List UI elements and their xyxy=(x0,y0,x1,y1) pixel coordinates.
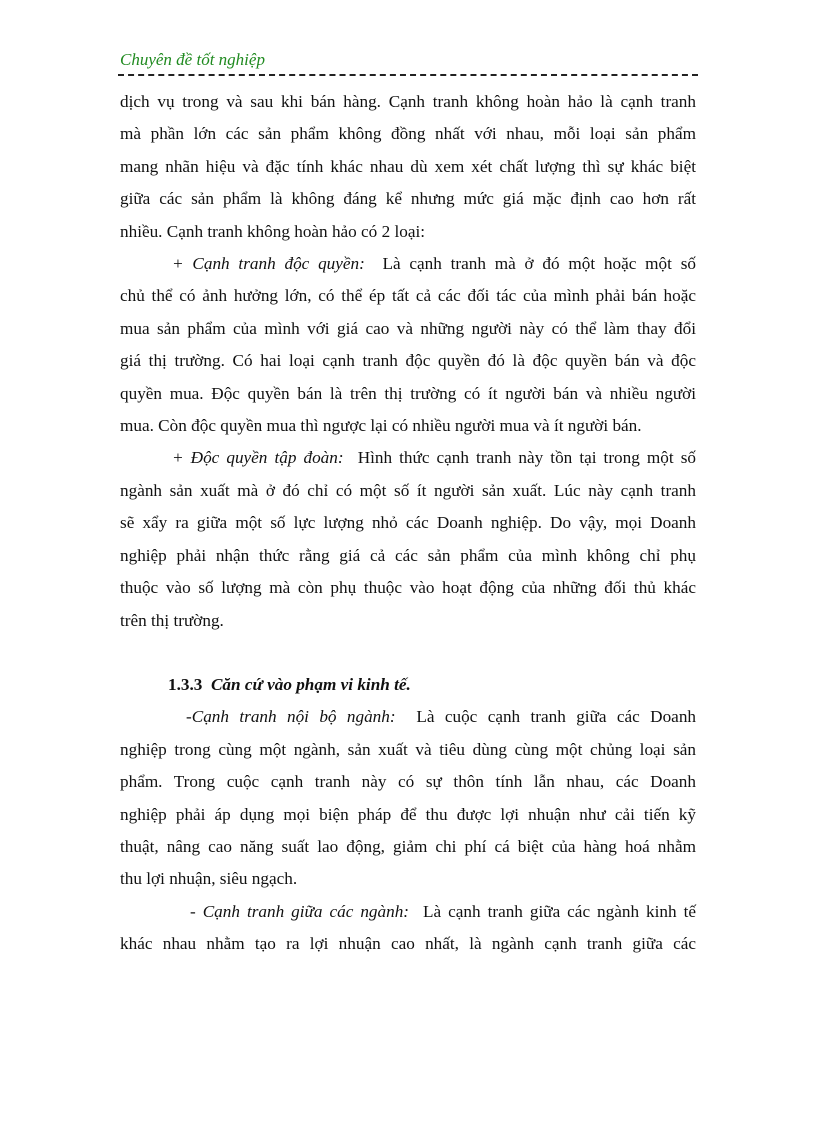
text-line-lead xyxy=(120,701,696,733)
text-line: giữa các sản phẩm là không đáng kể nhưng mức giá mặc định cao hơn rất xyxy=(120,189,696,209)
text-line: thu lợi nhuận, siêu ngạch. xyxy=(120,869,298,889)
text-line: nghiệp phải nhận thức rằng giá cả các sản phẩm của mình không chỉ phụ xyxy=(120,545,696,565)
term-definition: Là cuộc cạnh tranh giữa các Doanh xyxy=(416,707,697,727)
text-line: mà phần lớn các sản phẩm không đồng nhất với nhau, mỗi loại sản phẩm xyxy=(120,124,696,144)
paragraph-continuation xyxy=(120,86,696,248)
text-line: giá thị trường. Có hai loại cạnh tranh độc quyền đó là độc quyền bán và độc xyxy=(120,351,696,371)
text-line: mua sản phẩm của mình với giá cao và những người này có thể làm thay đổi xyxy=(120,318,696,338)
paragraph-giua-cac-nganh xyxy=(120,896,696,961)
paragraph-doc-quyen xyxy=(120,248,696,442)
text-line: sẽ xẩy ra giữa một số lực lượng nhỏ các Doanh nghiệp. Do vậy, mọi Doanh xyxy=(120,513,696,533)
text-line: thuộc vào số lượng mà còn phụ thuộc vào hoạt động của những đối thủ khác xyxy=(120,578,696,598)
running-header: Chuyên đề tốt nghiệp xyxy=(120,50,265,69)
document-body xyxy=(120,86,696,961)
text-line: quyền mua. Độc quyền bán là trên thị trường có ít người bán và nhiều người xyxy=(120,383,696,403)
term-label: - Cạnh tranh giữa các ngành: xyxy=(190,901,410,921)
section-number: 1.3.3 xyxy=(168,674,203,694)
text-line: thuật, nâng cao năng suất lao động, giảm chi phí cá biệt của hàng hoá nhằm xyxy=(120,836,696,856)
paragraph-doc-quyen-tap-doan xyxy=(120,442,696,636)
text-line: chủ thể có ảnh hưởng lớn, có thể ép tất cả các đối tác của mình phải bán hoặc xyxy=(120,286,696,306)
term-label: -Cạnh tranh nội bộ ngành: xyxy=(186,707,396,727)
text-line: nhiều. Cạnh tranh không hoàn hảo có 2 loại: xyxy=(120,221,426,241)
paragraph-noi-bo-nganh xyxy=(120,701,696,895)
text-line: trên thị trường. xyxy=(120,610,224,630)
text-line: dịch vụ trong và sau khi bán hàng. Cạnh tranh không hoàn hảo là cạnh tranh xyxy=(120,92,696,111)
text-line: mang nhãn hiệu và đặc tính khác nhau dù xem xét chất lượng thì sự khác biệt xyxy=(120,156,696,176)
term-definition: Là cạnh tranh mà ở đó một hoặc một số xyxy=(382,254,696,274)
text-line-lead xyxy=(120,442,696,474)
header-dashed-rule xyxy=(118,74,698,76)
term-definition: Là cạnh tranh giữa các ngành kinh tế xyxy=(423,901,696,921)
text-line: ngành sản xuất mà ở đó chỉ có một số ít người sản xuất. Lúc này cạnh tranh xyxy=(120,480,696,500)
text-line-lead xyxy=(120,896,696,928)
text-line: mua. Còn độc quyền mua thì ngược lại có nhiều người mua và ít người bán. xyxy=(120,416,642,436)
text-line: nghiệp phải áp dụng mọi biện pháp để thu được lợi nhuận như cải tiến kỹ xyxy=(120,804,696,824)
term-definition: Hình thức cạnh tranh này tồn tại trong một số xyxy=(357,448,696,468)
term-label: + Độc quyền tập đoàn: xyxy=(172,448,344,468)
text-line: nghiệp trong cùng một ngành, sản xuất và tiêu dùng cùng một chủng loại sản xyxy=(120,739,696,759)
text-line: khác nhau nhằm tạo ra lợi nhuận cao nhất, là ngành cạnh tranh giữa các xyxy=(120,934,696,954)
term-label: + Cạnh tranh độc quyền: xyxy=(172,254,365,274)
section-title: Căn cứ vào phạm vi kinh tế. xyxy=(210,674,411,694)
text-line: phẩm. Trong cuộc cạnh tranh này có sự thôn tính lẫn nhau, các Doanh xyxy=(120,772,696,792)
section-heading xyxy=(120,669,696,701)
text-line-lead xyxy=(120,248,696,280)
